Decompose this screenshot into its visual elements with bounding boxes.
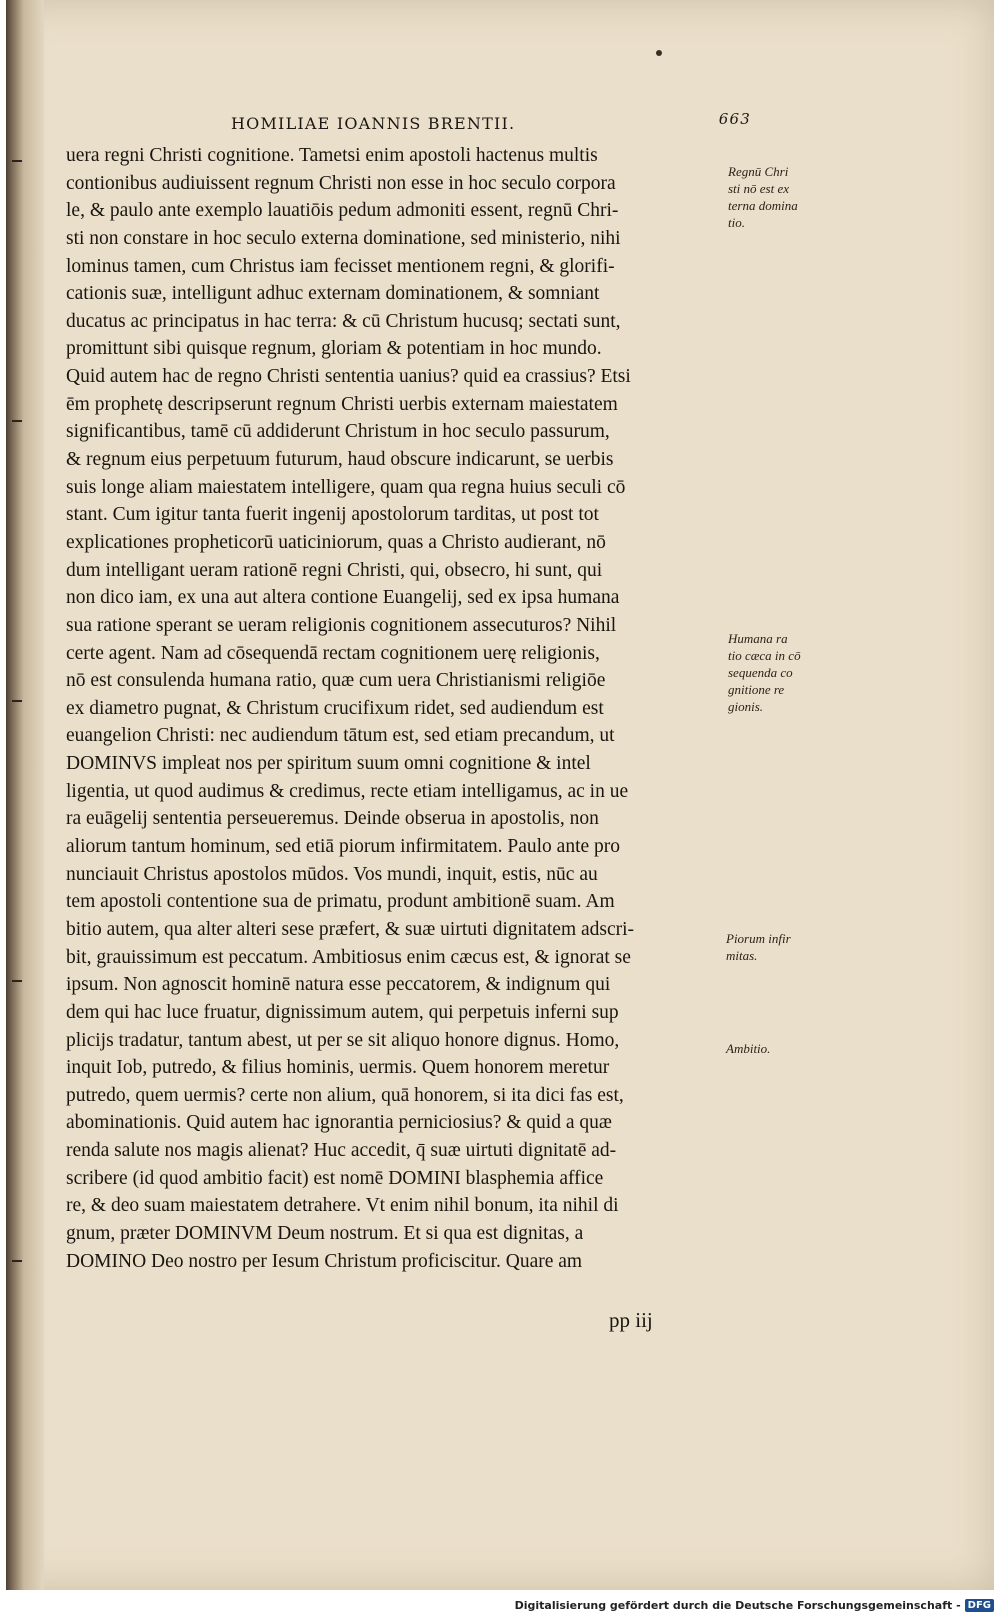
book-page [6,0,994,1590]
ink-spot [656,50,662,56]
text-line: & regnum eius perpetuum futurum, haud obscure indicarunt, se uerbis [66,449,614,471]
gutter-mark [12,420,22,422]
digitization-footer [515,1596,994,1614]
margin-note [726,930,836,964]
text-line: gnum, præter DOMINVM Deum nostrum. Et si qua est dignitas, a [66,1222,584,1244]
text-line: dum intelligant ueram rationē regni Christi, qui, obsecro, hi sunt, qui [66,559,603,581]
margin-note [728,630,838,715]
text-line: bitio autem, qua alter alteri sese præfert, & suæ uirtuti dignitatem adscri- [66,918,635,940]
text-line: suis longe aliam maiestatem intelligere, quam qua regna huius seculi cō [66,476,626,498]
text-line: re, & deo suam maiestatem detrahere. Vt enim nihil bonum, ita nihil di [66,1195,619,1217]
text-line: stant. Cum igitur tanta fuerit ingenij apostolorum tarditas, ut post tot [66,504,599,526]
margin-note-line: Piorum infir [726,931,791,946]
text-line: contionibus audiuissent regnum Christi non esse in hoc seculo corpora [66,172,616,194]
signature-mark: pp iij [609,1308,653,1332]
text-line: DOMINO Deo nostro per Iesum Christum proficiscitur. Quare am [66,1250,583,1272]
text-line: ligentia, ut quod audimus & credimus, recte etiam intelligamus, ac in ue [66,780,629,802]
margin-note-line: Regnū Chri [728,164,789,179]
text-line: lominus tamen, cum Christus iam fecisset mentionem regni, & glorifi- [66,255,615,277]
text-line: explicationes propheticorū uaticiniorum, quas a Christo audierant, nō [66,531,606,553]
text-line: scribere (id quod ambitio facit) est nomē DOMINI blasphemia affice [66,1167,604,1189]
main-text-block [66,142,746,1275]
text-line: ra euāgelij sententia perseueremus. Deinde obserua in apostolis, non [66,808,599,830]
text-line: ipsum. Non agnoscit hominē natura esse peccatorem, & indignum qui [66,974,611,996]
running-title: HOMILIAE IOANNIS BRENTII. [231,114,516,133]
margin-note [728,163,838,231]
text-line: sti non constare in hoc seculo externa dominatione, sed ministerio, nihi [66,227,621,249]
text-line: cationis suæ, intelligunt adhuc externam dominationem, & somniant [66,283,600,305]
margin-note-line: mitas. [726,948,758,963]
text-line: ducatus ac principatus in hac terra: & cū Christum hucusq; sectati sunt, [66,310,621,332]
margin-note-line: gnitione re [728,682,785,697]
text-line: ex diametro pugnat, & Christum crucifixum ridet, sed audiendum est [66,697,604,719]
gutter-mark [12,700,22,702]
text-line: certe agent. Nam ad cōsequendā rectam cognitionem uerę religionis, [66,642,600,664]
text-line: nunciauit Christus apostolos mūdos. Vos mundi, inquit, estis, nūc au [66,863,598,885]
text-line: bit, grauissimum est peccatum. Ambitiosus enim cæcus est, & ignorat se [66,946,631,968]
margin-note-line: terna domina [728,198,798,213]
text-line: non dico iam, ex una aut altera contione Euangelij, sed ex ipsa humana [66,587,620,609]
text-line: uera regni Christi cognitione. Tametsi enim apostoli hactenus multis [66,145,598,166]
book-gutter [6,0,44,1590]
gutter-mark [12,160,22,162]
text-line: inquit Iob, putredo, & filius hominis, uermis. Quem honorem meretur [66,1057,610,1079]
text-line: sua ratione sperant se ueram religionis cognitionem assecuturos? Nihil [66,614,617,636]
text-line: Quid autem hac de regno Christi sententia uanius? quid ea crassius? Etsi [66,366,631,388]
text-line: DOMINVS impleat nos per spiritum suum omni cognitione & intel [66,753,591,775]
margin-note [726,1040,836,1057]
margin-note-line: sequenda co [728,665,793,680]
margin-note-line: sti nō est ex [728,181,790,196]
text-line: plicijs tradatur, tantum abest, ut per se sit aliquo honore dignus. Homo, [66,1029,620,1051]
running-header [231,110,751,140]
page-number: 663 [718,110,751,128]
margin-note-line: tio cæca in cō [728,648,801,663]
text-line: promittunt sibi quisque regnum, gloriam & potentiam in hoc mundo. [66,338,602,360]
text-line: renda salute nos magis alienat? Huc accedit, q̄ suæ uirtuti dignitatē ad- [66,1140,617,1162]
text-line: ēm prophetę descripserunt regnum Christi uerbis externam maiestatem [66,393,618,415]
margin-note-line: Humana ra [728,631,788,646]
footer-text: Digitalisierung gefördert durch die Deutsche Forschungsgemeinschaft - [514,1598,961,1612]
text-line: le, & paulo ante exemplo lauatiōis pedum admoniti essent, regnū Chri- [66,200,619,222]
gutter-mark [12,980,22,982]
dfg-logo: DFG [965,1599,994,1612]
margin-note-line: gionis. [728,699,764,714]
text-line: abominationis. Quid autem hac ignorantia perniciosius? & quid a quæ [66,1112,612,1134]
text-line: significantibus, tamē cū addiderunt Christum in hoc seculo passurum, [66,421,610,443]
text-line: tem apostoli contentione sua de primatu, produnt ambitionē suam. Am [66,891,615,913]
text-line: dem qui hac luce fruatur, dignissimum autem, qui perpetuis inferni sup [66,1001,619,1023]
margin-note-line: tio. [728,215,745,230]
text-line: putredo, quem uermis? certe non alium, quā honorem, si ita dici fas est, [66,1084,624,1106]
text-line: euangelion Christi: nec audiendum tātum est, sed etiam precandum, ut [66,725,615,747]
gutter-mark [12,1260,22,1262]
text-line: aliorum tantum hominum, sed etiā piorum infirmitatem. Paulo ante pro [66,836,621,858]
text-line: nō est consulenda humana ratio, quæ cum uera Christianismi religiōe [66,670,606,692]
margin-note-line: Ambitio. [726,1041,771,1056]
